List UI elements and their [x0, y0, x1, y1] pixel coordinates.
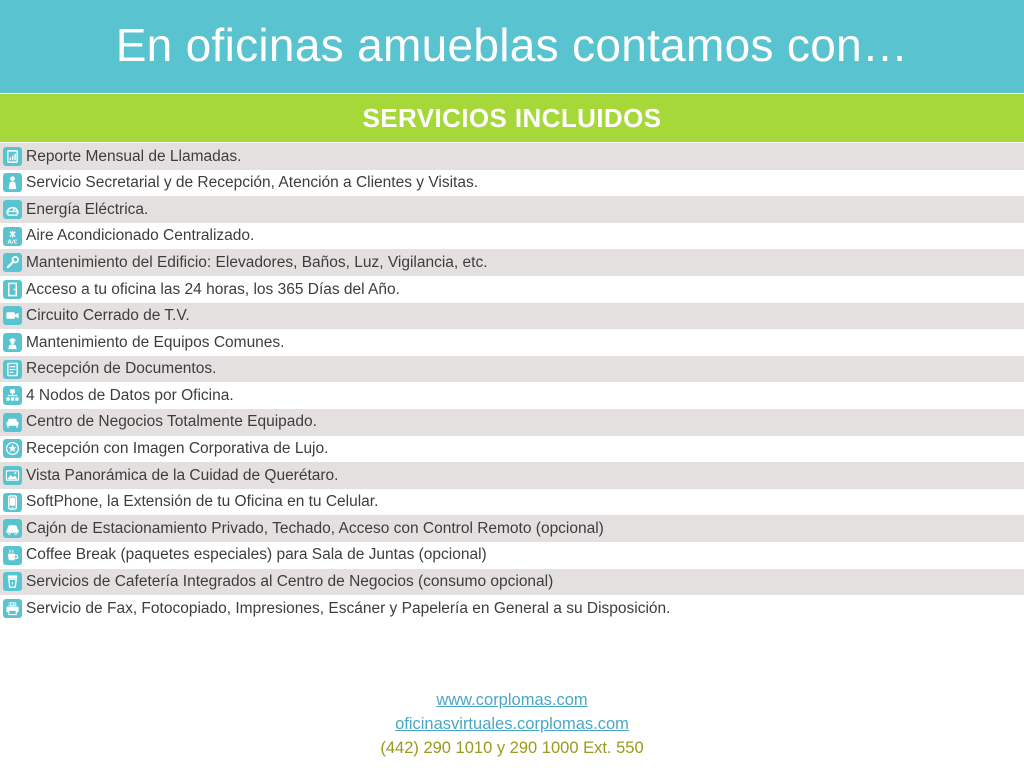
footer-contact [0, 688, 1024, 760]
receptionist-icon [3, 173, 22, 192]
video-camera-icon [3, 306, 22, 325]
service-label: Aire Acondicionado Centralizado. [26, 227, 255, 245]
service-item [0, 276, 1024, 303]
service-label: Reporte Mensual de Llamadas. [26, 147, 242, 165]
sofa-icon [3, 413, 22, 432]
service-label: Coffee Break (paquetes especiales) para Sala de Juntas (opcional) [26, 546, 487, 564]
service-label: Recepción de Documentos. [26, 360, 217, 378]
section-header [0, 94, 1024, 142]
service-label: Energía Eléctrica. [26, 200, 149, 218]
services-list [0, 143, 1024, 622]
service-item [0, 436, 1024, 463]
service-item [0, 170, 1024, 197]
service-item [0, 489, 1024, 516]
car-icon [3, 519, 22, 538]
slide-title: En oficinas amueblas contamos con… [115, 18, 909, 71]
technician-icon [3, 333, 22, 352]
service-item [0, 595, 1024, 622]
service-label: Acceso a tu oficina las 24 horas, los 365 Días del Año. [26, 280, 400, 298]
service-label: SoftPhone, la Extensión de tu Oficina en tu Celular. [26, 493, 379, 511]
service-label: Vista Panorámica de la Cuidad de Querétaro. [26, 466, 339, 484]
electric-meter-icon [3, 200, 22, 219]
service-label: Recepción con Imagen Corporativa de Lujo. [26, 440, 329, 458]
service-item [0, 569, 1024, 596]
virtual-offices-link[interactable]: oficinasvirtuales.corplomas.com [395, 715, 629, 733]
service-item [0, 542, 1024, 569]
section-header-label: SERVICIOS INCLUIDOS [362, 102, 662, 133]
air-conditioning-icon [3, 227, 22, 246]
service-label: Servicio de Fax, Fotocopiado, Impresiones, Escáner y Papelería en General a su Disposición. [26, 599, 671, 617]
service-label: Servicio Secretarial y de Recepción, Atención a Clientes y Visitas. [26, 174, 479, 192]
service-item [0, 249, 1024, 276]
document-icon [3, 360, 22, 379]
star-icon [3, 439, 22, 458]
title-bar [0, 0, 1024, 93]
service-label: Cajón de Estacionamiento Privado, Techado, Acceso con Control Remoto (opcional) [26, 519, 604, 537]
service-item [0, 143, 1024, 170]
coffee-cup-icon [3, 546, 22, 565]
service-item [0, 515, 1024, 542]
website-link[interactable]: www.corplomas.com [436, 691, 588, 709]
service-item [0, 462, 1024, 489]
network-icon [3, 386, 22, 405]
service-item [0, 329, 1024, 356]
service-item [0, 303, 1024, 330]
service-item [0, 356, 1024, 383]
service-label: Mantenimiento de Equipos Comunes. [26, 333, 285, 351]
report-chart-icon [3, 147, 22, 166]
phone-numbers: (442) 290 1010 y 290 1000 Ext. 550 [380, 739, 644, 757]
service-item [0, 223, 1024, 250]
svg-text:A/C: A/C [7, 239, 18, 244]
service-item [0, 196, 1024, 223]
mobile-phone-icon [3, 493, 22, 512]
landscape-icon [3, 466, 22, 485]
fax-icon [3, 599, 22, 618]
wrench-icon [3, 253, 22, 272]
door-icon [3, 280, 22, 299]
service-item [0, 382, 1024, 409]
service-label: Centro de Negocios Totalmente Equipado. [26, 413, 317, 431]
service-label: Servicios de Cafetería Integrados al Centro de Negocios (consumo opcional) [26, 573, 554, 591]
service-label: Mantenimiento del Edificio: Elevadores, Baños, Luz, Vigilancia, etc. [26, 253, 488, 271]
service-label: 4 Nodos de Datos por Oficina. [26, 386, 234, 404]
service-label: Circuito Cerrado de T.V. [26, 307, 190, 325]
svg-text:FAX: FAX [9, 602, 16, 607]
service-item [0, 409, 1024, 436]
coffee-maker-icon [3, 572, 22, 591]
